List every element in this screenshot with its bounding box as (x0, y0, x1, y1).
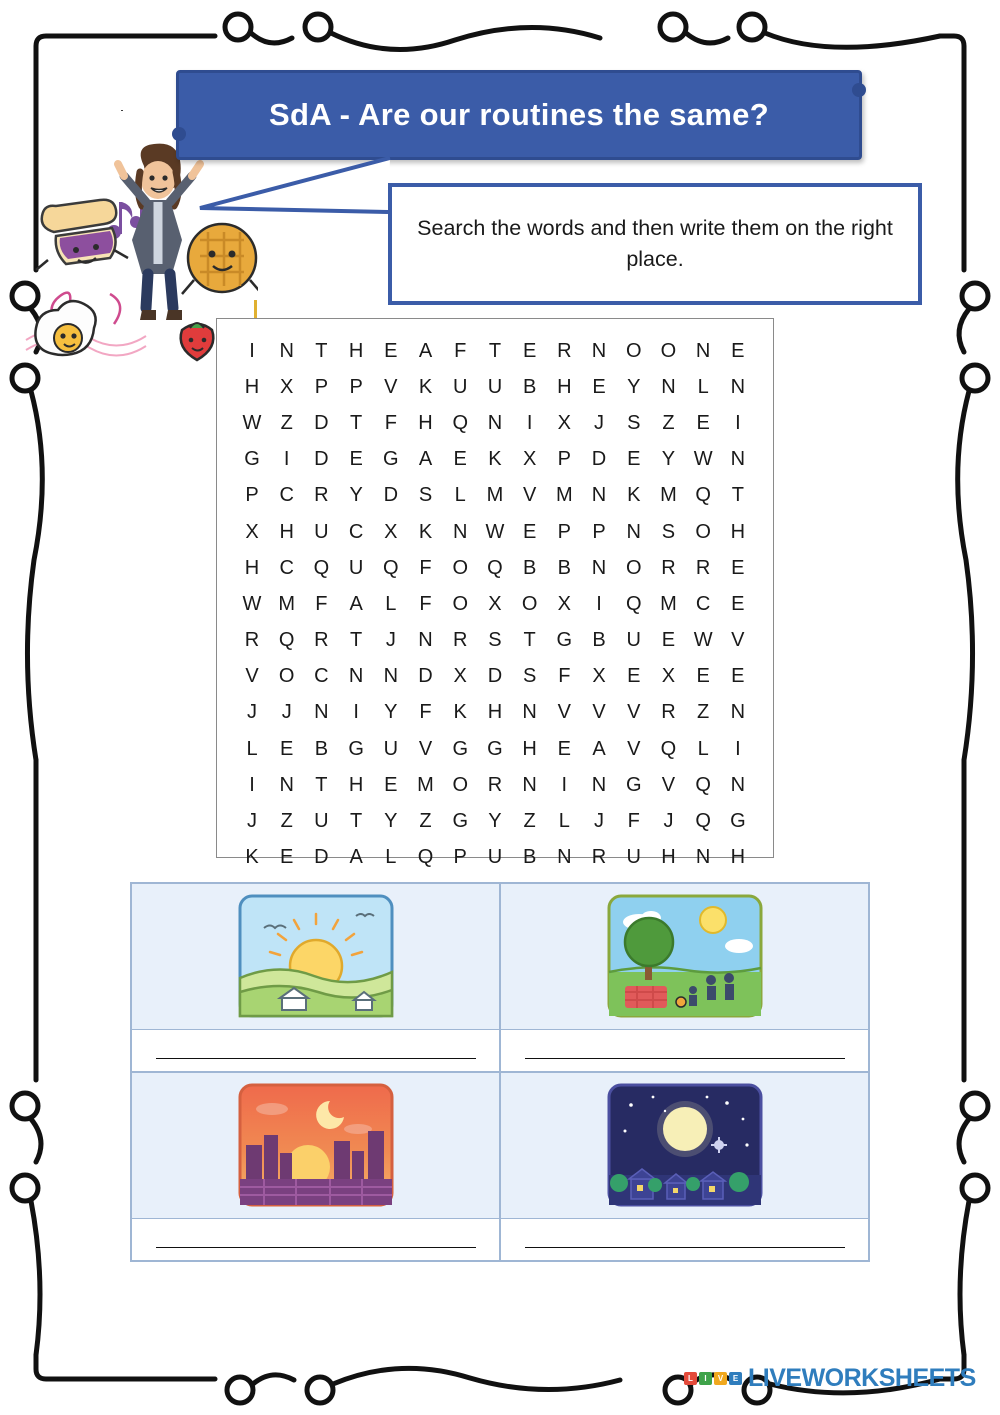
word-search-cell[interactable]: K (418, 520, 433, 543)
answer-input-night[interactable] (525, 1232, 845, 1248)
answer-cell-evening (131, 1072, 500, 1261)
word-search-cell[interactable]: H (244, 375, 260, 398)
word-search-cell[interactable]: V (522, 484, 537, 507)
word-search-cell[interactable]: G (730, 810, 746, 833)
word-search-cell[interactable]: O (625, 339, 642, 362)
sunny-park-picnic-image (607, 894, 763, 1023)
word-search-cell[interactable]: D (314, 448, 329, 471)
word-search-row (227, 731, 763, 767)
word-search-cell[interactable]: E (627, 665, 641, 688)
word-search-cell[interactable]: H (487, 701, 503, 724)
word-search-cell[interactable]: U (626, 846, 641, 869)
word-search-cell[interactable]: P (557, 520, 571, 543)
word-search-cell[interactable]: N (522, 701, 537, 724)
word-search-cell[interactable]: Y (384, 701, 398, 724)
word-search-cell[interactable]: I (526, 411, 533, 434)
word-search-cell[interactable]: F (558, 665, 571, 688)
word-search-cell[interactable]: I (353, 701, 359, 724)
word-search-cell[interactable]: T (350, 810, 363, 833)
banner-fold-right (852, 83, 866, 97)
word-search-cell[interactable]: N (591, 773, 607, 796)
word-search-cell[interactable]: G (487, 737, 503, 760)
word-search-cell[interactable]: L (454, 484, 466, 507)
word-search-cell[interactable]: K (453, 701, 467, 724)
word-search-cell[interactable]: U (383, 737, 399, 760)
word-search-cell[interactable]: E (696, 665, 710, 688)
worksheet-title-banner (176, 70, 862, 160)
liveworksheets-brand-text: LIVEWORKSHEETS (748, 1364, 976, 1392)
word-search-cell[interactable]: Z (280, 411, 293, 434)
word-search-cell[interactable]: I (735, 411, 741, 434)
word-search-cell[interactable]: J (281, 701, 292, 724)
word-search-cell[interactable]: I (735, 737, 741, 760)
word-search-cell[interactable]: F (419, 701, 432, 724)
word-search-cell[interactable]: V (627, 737, 641, 760)
word-search-cell[interactable]: Q (487, 556, 503, 579)
logo-block-v: V (714, 1372, 727, 1385)
word-search-cell[interactable]: E (731, 339, 745, 362)
word-search-cell[interactable]: N (695, 846, 711, 869)
word-search-cell[interactable]: X (488, 592, 502, 615)
word-search-row (227, 369, 763, 405)
word-search-cell[interactable]: U (626, 629, 641, 652)
word-search-cell[interactable]: U (487, 375, 503, 398)
word-search-cell[interactable]: A (418, 448, 433, 471)
word-search-cell[interactable]: L (697, 737, 709, 760)
answer-cell-sunrise (131, 883, 500, 1072)
word-search-cell[interactable]: S (488, 629, 502, 652)
word-search-cell[interactable]: T (350, 411, 363, 434)
answer-line-wrap-evening (132, 1218, 499, 1260)
word-search-cell[interactable]: N (591, 484, 607, 507)
word-search-cell[interactable]: M (278, 592, 296, 615)
word-search-cell[interactable]: E (592, 375, 606, 398)
word-search-cell[interactable]: C (695, 592, 711, 615)
word-search-cell[interactable]: K (627, 484, 641, 507)
word-search-cell[interactable]: I (249, 773, 255, 796)
word-search-cell[interactable]: E (627, 448, 641, 471)
word-search-cell[interactable]: K (245, 846, 259, 869)
word-search-cell[interactable]: Y (661, 448, 676, 471)
word-search-cell[interactable]: Q (417, 846, 434, 869)
word-search-cell[interactable]: V (384, 375, 398, 398)
word-search-cell[interactable]: Z (419, 810, 432, 833)
word-search-cell[interactable]: T (523, 629, 536, 652)
word-search-cell[interactable]: F (454, 339, 467, 362)
word-search-grid[interactable] (216, 318, 774, 869)
liveworksheets-logo-blocks (684, 1372, 742, 1385)
word-search-cell[interactable]: H (348, 339, 364, 362)
word-search-cell[interactable]: Q (278, 629, 295, 652)
word-search-row (227, 333, 763, 369)
word-search-row (227, 442, 763, 478)
word-search-cell[interactable]: Z (280, 810, 293, 833)
page-title: SdA - Are our routines the same? (269, 97, 769, 132)
word-search-cell[interactable]: L (246, 737, 258, 760)
word-search-cell[interactable]: H (661, 846, 676, 869)
word-search-cell[interactable]: N (522, 773, 537, 796)
word-search-cell[interactable]: P (557, 448, 571, 471)
word-search-cell[interactable]: E (349, 448, 363, 471)
word-search-cell[interactable]: G (383, 448, 399, 471)
word-search-cell[interactable]: W (693, 448, 713, 471)
word-search-cell[interactable]: E (453, 448, 467, 471)
word-search-row (227, 767, 763, 803)
word-search-cell[interactable]: O (452, 592, 468, 615)
word-search-cell[interactable]: B (522, 556, 537, 579)
logo-block-e: E (729, 1372, 742, 1385)
word-search-cell[interactable]: N (730, 701, 746, 724)
word-search-cell[interactable]: X (280, 375, 294, 398)
word-search-cell[interactable]: X (557, 411, 571, 434)
word-search-cell[interactable]: T (731, 484, 744, 507)
liveworksheets-footer (684, 1364, 976, 1393)
word-search-cell[interactable]: J (247, 810, 257, 833)
word-search-cell[interactable]: Z (662, 411, 675, 434)
speech-bubble-tail (192, 150, 392, 220)
word-search-cell[interactable]: X (245, 520, 259, 543)
word-search-cell[interactable]: R (661, 701, 676, 724)
word-search-cell[interactable]: N (279, 339, 294, 362)
word-search-cell[interactable]: D (591, 448, 607, 471)
word-search-cell[interactable]: L (385, 592, 397, 615)
word-search-cell[interactable]: E (280, 846, 294, 869)
word-search-row (227, 405, 763, 441)
word-search-cell[interactable]: S (627, 411, 641, 434)
word-search-cell[interactable]: R (661, 556, 676, 579)
word-search-cell[interactable]: D (314, 846, 329, 869)
word-search-cell[interactable]: G (452, 810, 468, 833)
word-search-cell[interactable]: V (557, 701, 571, 724)
word-search-cell[interactable]: G (556, 629, 573, 652)
word-search-cell[interactable]: T (315, 339, 328, 362)
word-search-cell[interactable]: C (348, 520, 364, 543)
word-search-cell[interactable]: G (244, 448, 260, 471)
word-search-cell[interactable]: F (419, 592, 432, 615)
word-search-cell[interactable]: M (417, 773, 434, 796)
word-search-cell[interactable]: O (278, 665, 295, 688)
word-search-cell[interactable]: R (314, 629, 329, 652)
word-search-cell[interactable]: A (349, 592, 363, 615)
word-search-cell[interactable]: D (418, 665, 433, 688)
word-search-cell[interactable]: T (350, 629, 363, 652)
word-search-cell[interactable]: E (557, 737, 571, 760)
word-search-cell[interactable]: N (730, 375, 746, 398)
word-search-cell[interactable]: E (280, 737, 294, 760)
word-search-cell[interactable]: Z (523, 810, 536, 833)
word-search-cell[interactable]: Q (625, 592, 642, 615)
word-search-cell[interactable]: G (348, 737, 364, 760)
word-search-cell[interactable]: Y (349, 484, 363, 507)
word-search-cell[interactable]: S (418, 484, 433, 507)
logo-block-i: I (699, 1372, 712, 1385)
word-search-cell[interactable]: X (453, 665, 467, 688)
word-search-cell[interactable]: D (487, 665, 503, 688)
answer-line-wrap-sunrise (132, 1029, 499, 1071)
answer-input-evening[interactable] (156, 1232, 476, 1248)
word-search-cell[interactable]: H (348, 773, 364, 796)
word-search-cell[interactable]: T (315, 773, 328, 796)
word-search-cell[interactable]: R (452, 629, 468, 652)
word-search-cell[interactable]: M (660, 592, 677, 615)
word-search-row (227, 623, 763, 659)
word-search-cell[interactable]: N (487, 411, 503, 434)
word-search-cell[interactable]: F (315, 592, 328, 615)
night-moon-town-image (607, 1083, 763, 1212)
word-search-cell[interactable]: U (452, 375, 468, 398)
word-search-cell[interactable]: V (245, 665, 259, 688)
word-search-cell[interactable]: P (349, 375, 363, 398)
word-search-cell[interactable]: A (592, 737, 606, 760)
word-search-cell[interactable]: U (314, 810, 329, 833)
answer-cell-night (500, 1072, 869, 1261)
word-search-cell[interactable]: E (522, 339, 537, 362)
word-search-cell[interactable]: V (418, 737, 433, 760)
word-search-cell[interactable]: R (557, 339, 572, 362)
word-search-cell[interactable]: B (592, 629, 606, 652)
word-search-cell[interactable]: O (521, 592, 538, 615)
word-search-row (227, 803, 763, 839)
word-search-row (227, 514, 763, 550)
word-search-cell[interactable]: X (557, 592, 571, 615)
word-search-cell[interactable]: H (418, 411, 433, 434)
word-search-cell[interactable]: U (348, 556, 364, 579)
word-search-cell[interactable]: L (697, 375, 709, 398)
word-search-cell[interactable]: X (661, 665, 676, 688)
word-search-cell[interactable]: S (661, 520, 676, 543)
word-search-row (227, 695, 763, 731)
word-search-cell[interactable]: J (247, 701, 257, 724)
word-search-cell[interactable]: L (558, 810, 570, 833)
word-search-cell[interactable]: X (592, 665, 606, 688)
word-search-cell[interactable]: K (488, 448, 502, 471)
word-search-cell[interactable]: C (279, 484, 294, 507)
word-search-cell[interactable]: M (660, 484, 677, 507)
word-search-cell[interactable]: E (731, 556, 745, 579)
word-search-cell[interactable]: I (561, 773, 568, 796)
word-search-cell[interactable]: B (522, 375, 537, 398)
word-search-cell[interactable]: E (696, 411, 710, 434)
word-search-row (227, 840, 763, 876)
word-search-cell[interactable]: S (522, 665, 537, 688)
word-search-cell[interactable]: N (730, 773, 746, 796)
word-search-cell[interactable]: O (452, 556, 468, 579)
word-search-cell[interactable]: X (384, 520, 398, 543)
instructions-bubble (388, 183, 922, 305)
word-search-cell[interactable]: T (488, 339, 502, 362)
word-search-cell[interactable]: D (314, 411, 329, 434)
word-search-cell[interactable]: Z (697, 701, 710, 724)
answer-line-wrap-afternoon (501, 1029, 868, 1071)
word-search-cell[interactable]: I (249, 339, 255, 362)
word-search-cell[interactable]: J (663, 810, 674, 833)
word-search-cell[interactable]: N (348, 665, 364, 688)
word-search-cell[interactable]: Y (627, 375, 641, 398)
word-search-cell[interactable]: Y (488, 810, 502, 833)
word-search-cell[interactable]: H (244, 556, 260, 579)
word-search-cell[interactable]: V (592, 701, 606, 724)
word-search-cell[interactable]: N (452, 520, 468, 543)
word-search-cell[interactable]: X (522, 448, 537, 471)
word-search-cell[interactable]: F (384, 411, 397, 434)
word-search-cell[interactable]: A (418, 339, 433, 362)
word-search-cell[interactable]: W (242, 411, 262, 434)
answer-line-wrap-night (501, 1218, 868, 1260)
word-search-row (227, 550, 763, 586)
word-search-cell[interactable]: J (594, 411, 605, 434)
word-search-cell[interactable]: G (452, 737, 468, 760)
picture-answer-table (130, 882, 870, 1262)
word-search-cell[interactable]: F (419, 556, 432, 579)
word-search-cell[interactable]: I (596, 592, 602, 615)
word-search-cell[interactable]: W (485, 520, 505, 543)
word-search-cell[interactable]: O (660, 339, 677, 362)
word-search-cell[interactable]: N (695, 339, 711, 362)
word-search-cell[interactable]: O (625, 556, 642, 579)
word-search-cell[interactable]: R (591, 846, 607, 869)
word-search-cell[interactable]: Y (384, 810, 398, 833)
word-search-cell[interactable]: Q (695, 810, 711, 833)
word-search-cell[interactable]: Q (660, 737, 677, 760)
word-search-cell[interactable]: N (557, 846, 572, 869)
word-search-cell[interactable]: W (693, 629, 713, 652)
word-search-cell[interactable]: O (695, 520, 711, 543)
word-search-cell[interactable]: Q (695, 484, 711, 507)
word-search-cell[interactable]: M (555, 484, 573, 507)
word-search-cell[interactable]: A (349, 846, 363, 869)
word-search-cell[interactable]: R (244, 629, 260, 652)
word-search-cell[interactable]: Q (313, 556, 330, 579)
instructions-text: Search the words and then write them on the right place. (417, 215, 893, 271)
word-search-cell[interactable]: E (731, 665, 745, 688)
logo-block-l: L (684, 1372, 697, 1385)
word-search-cell[interactable]: E (384, 773, 398, 796)
word-search-cell[interactable]: N (591, 556, 607, 579)
word-search-cell[interactable]: J (594, 810, 605, 833)
word-search-cell[interactable]: P (592, 520, 606, 543)
word-search-cell[interactable]: U (487, 846, 503, 869)
word-search-row (227, 586, 763, 622)
word-search-cell[interactable]: H (279, 520, 294, 543)
word-search-cell[interactable]: G (625, 773, 642, 796)
word-search-cell[interactable]: I (283, 448, 290, 471)
word-search-cell[interactable]: P (245, 484, 259, 507)
word-search-cell[interactable]: F (627, 810, 640, 833)
word-search-cell[interactable]: E (731, 592, 745, 615)
banner-fold-left (172, 127, 186, 141)
answer-input-sunrise[interactable] (156, 1043, 476, 1059)
word-search-cell[interactable]: N (314, 701, 329, 724)
word-search-cell[interactable]: E (522, 520, 537, 543)
word-search-cell[interactable]: K (418, 375, 433, 398)
word-search-row (227, 659, 763, 695)
word-search-cell[interactable]: H (522, 737, 537, 760)
sunset-city-skyline-image (238, 1083, 394, 1212)
word-search-cell[interactable]: H (557, 375, 572, 398)
word-search-cell[interactable]: Q (452, 411, 468, 434)
word-search-cell[interactable]: B (557, 556, 571, 579)
word-search-cell[interactable]: P (314, 375, 329, 398)
word-search-cell[interactable]: U (314, 520, 329, 543)
word-search-cell[interactable]: V (731, 629, 745, 652)
word-search-cell[interactable]: Q (695, 773, 711, 796)
sunrise-over-hills-image (238, 894, 394, 1023)
word-search-cell[interactable]: C (279, 556, 294, 579)
word-search-cell[interactable]: P (453, 846, 467, 869)
answer-input-afternoon[interactable] (525, 1043, 845, 1059)
word-search-cell[interactable]: M (486, 484, 504, 507)
word-search-cell[interactable]: N (626, 520, 641, 543)
word-search-cell[interactable]: N (279, 773, 294, 796)
word-search-cell[interactable]: W (242, 592, 262, 615)
word-search-cell[interactable]: H (730, 520, 746, 543)
word-search-cell[interactable]: E (661, 629, 676, 652)
word-search-cell[interactable]: N (418, 629, 433, 652)
word-search-cell[interactable]: N (383, 665, 399, 688)
word-search-cell[interactable]: R (487, 773, 503, 796)
word-search-cell[interactable]: V (661, 773, 676, 796)
word-search-cell[interactable]: L (385, 846, 397, 869)
word-search-cell[interactable]: N (661, 375, 676, 398)
word-search-cell[interactable]: N (730, 448, 746, 471)
word-search-cell[interactable]: V (627, 701, 641, 724)
word-search-cell[interactable]: B (522, 846, 537, 869)
word-search-cell[interactable]: E (384, 339, 398, 362)
word-search-cell[interactable]: B (314, 737, 329, 760)
word-search-cell[interactable]: D (383, 484, 399, 507)
word-search-cell[interactable]: R (695, 556, 711, 579)
word-search-cell[interactable]: R (314, 484, 329, 507)
word-search-cell[interactable]: C (314, 665, 329, 688)
word-search-cell[interactable]: J (385, 629, 396, 652)
word-search-cell[interactable]: O (452, 773, 468, 796)
word-search-cell[interactable]: Q (383, 556, 399, 579)
answer-cell-afternoon (500, 883, 869, 1072)
word-search-row (227, 478, 763, 514)
word-search-cell[interactable]: H (730, 846, 746, 869)
word-search-cell[interactable]: N (591, 339, 607, 362)
